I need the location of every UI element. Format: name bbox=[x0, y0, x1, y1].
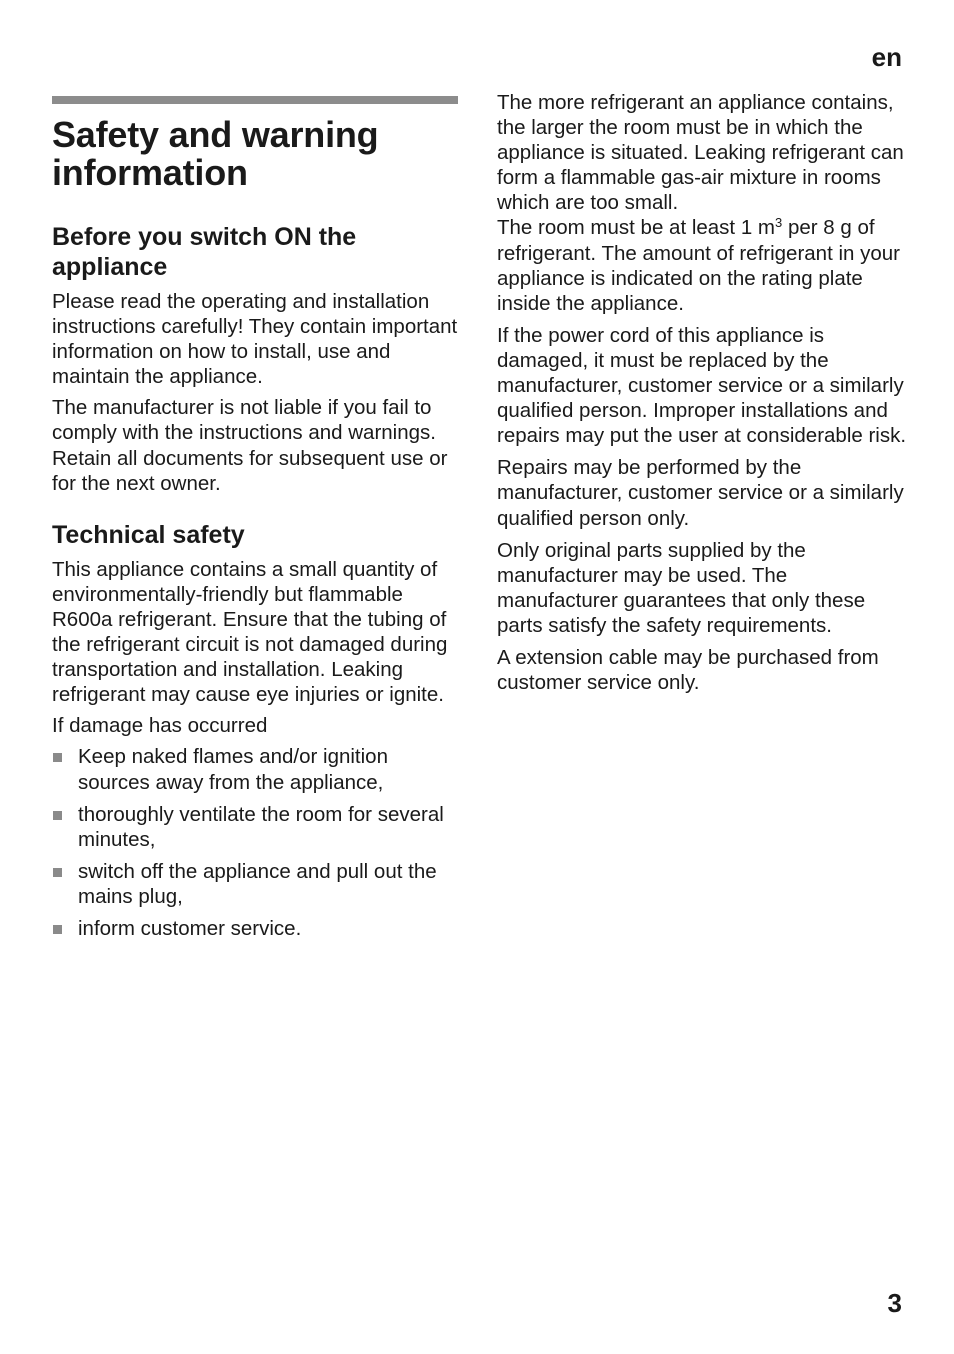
bullet-square-icon bbox=[53, 868, 62, 877]
list-item-text: switch off the appliance and pull out the mains plug, bbox=[78, 859, 437, 908]
paragraph-room-volume bbox=[497, 215, 907, 315]
damage-actions-list bbox=[52, 744, 458, 941]
language-code: en bbox=[871, 42, 902, 72]
paragraph-repairs: Repairs may be performed by the manufacturer, customer service or a similarly qualified person only. bbox=[497, 456, 904, 530]
list-item-text: thoroughly ventilate the room for several minutes, bbox=[78, 802, 444, 851]
list-item bbox=[52, 859, 458, 909]
section-rule bbox=[52, 96, 458, 104]
paragraph-extension-cable: A extension cable may be purchased from customer service only. bbox=[497, 645, 879, 695]
paragraph-read-instructions: Please read the operating and installation instructions carefully! They contain important information on how to install, use and maintain the appliance. bbox=[52, 290, 458, 389]
paragraph-power-cord: If the power cord of this appliance is damaged, it must be replaced by the manufacturer, customer service or a similarly qualified person. Improper installations and repairs may put the user at considerable risk. bbox=[497, 323, 907, 448]
left-column bbox=[52, 96, 458, 948]
paragraph-manufacturer-liability: The manufacturer is not liable if you fail to comply with the instructions and warnings. Retain all documents for subsequent use or for the next owner. bbox=[52, 396, 448, 495]
list-item bbox=[52, 802, 458, 852]
room-volume-prefix: The room must be at least 1 m bbox=[497, 216, 776, 240]
heading-before-switch-on: Before you switch ON the appliance bbox=[52, 223, 357, 281]
list-item-text: Keep naked flames and/or ignition sources away from the appliance, bbox=[78, 745, 388, 794]
superscript-three: 3 bbox=[775, 215, 783, 231]
page-number: 3 bbox=[887, 1288, 902, 1318]
right-column bbox=[497, 90, 907, 695]
paragraph-refrigerant: This appliance contains a small quantity of environmentally-friendly but flammable R600a refrigerant. Ensure that the tubing of the refrigerant circuit is not damaged during transportation and installation. Leaking refrigerant may cause eye injuries or ignite. bbox=[52, 557, 448, 707]
paragraph-damage-intro: If damage has occurred bbox=[52, 714, 268, 738]
list-item bbox=[52, 916, 458, 941]
bullet-square-icon bbox=[53, 753, 62, 762]
room-volume-suffix: per 8 g of refrigerant. The amount of refrigerant in your appliance is indicated on the rating plate inside the appliance. bbox=[497, 216, 900, 315]
bullet-square-icon bbox=[53, 811, 62, 820]
paragraph-room-size: The more refrigerant an appliance contains, the larger the room must be in which the appliance is situated. Leaking refrigerant can form a flammable gas-air mixture in rooms which are too small. bbox=[497, 91, 904, 215]
list-item-text: inform customer service. bbox=[78, 916, 302, 940]
page-title: Safety and warning information bbox=[52, 114, 379, 193]
heading-technical-safety: Technical safety bbox=[52, 520, 245, 549]
paragraph-original-parts: Only original parts supplied by the manufacturer may be used. The manufacturer guarantees that only these parts satisfy the safety requirements. bbox=[497, 538, 866, 637]
list-item bbox=[52, 744, 458, 794]
bullet-square-icon bbox=[53, 925, 62, 934]
